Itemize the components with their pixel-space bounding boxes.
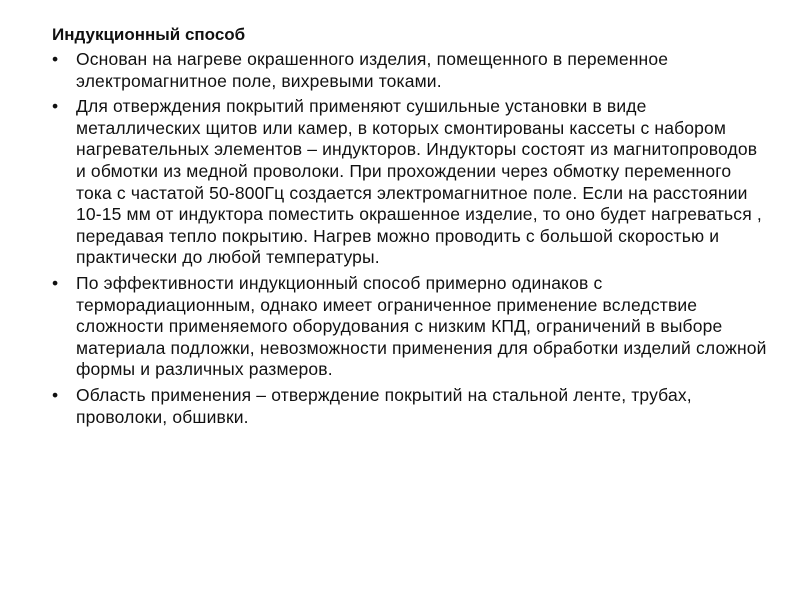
bullet-item [52,385,772,428]
bullet-text: По эффективности индукционный способ примерно одинаков с терморадиационным, однако имеет ограниченное применение вследствие сложности применяемого оборудования с низким КПД, ограничений в выборе материала подложки, невозможности применения для обработки изделий сложной формы и различных размеров. [76,272,767,380]
bullet-text: Основан на нагреве окрашенного изделия, помещенного в переменное электромагнитное поле, вихревыми токами. [76,49,669,91]
bullet-item [52,96,772,269]
slide-heading: Индукционный способ [52,25,246,44]
bullet-dot-icon: • [52,272,59,293]
bullet-text: Область применения – отверждение покрытий на стальной ленте, трубах, проволоки, обшивки. [76,384,692,427]
bullet-text: Для отверждения покрытий применяют сушильные установки в виде металлических щитов или камер, в которых смонтированы кассеты с набором нагревательных элементов – индукторов. Индукторы состоят из магнитопроводов и обмотки из медной проволоки. При прохождении через обмотку переменного тока с частатой 50-800Гц создается электромагнитное поле. Если на расстоянии 10-15 мм от индуктора поместить окрашенное изделие, то оно будет нагреваться , передавая тепло покрытию. Нагрев можно проводить с большой скоростью и практически до любой температуры. [76,96,762,268]
bullet-dot-icon: • [52,384,59,405]
slide-content [52,24,772,432]
bullet-dot-icon: • [52,96,59,117]
bullet-list [52,49,772,428]
bullet-dot-icon: • [52,49,59,69]
bullet-item [52,49,772,92]
bullet-item [52,273,772,381]
